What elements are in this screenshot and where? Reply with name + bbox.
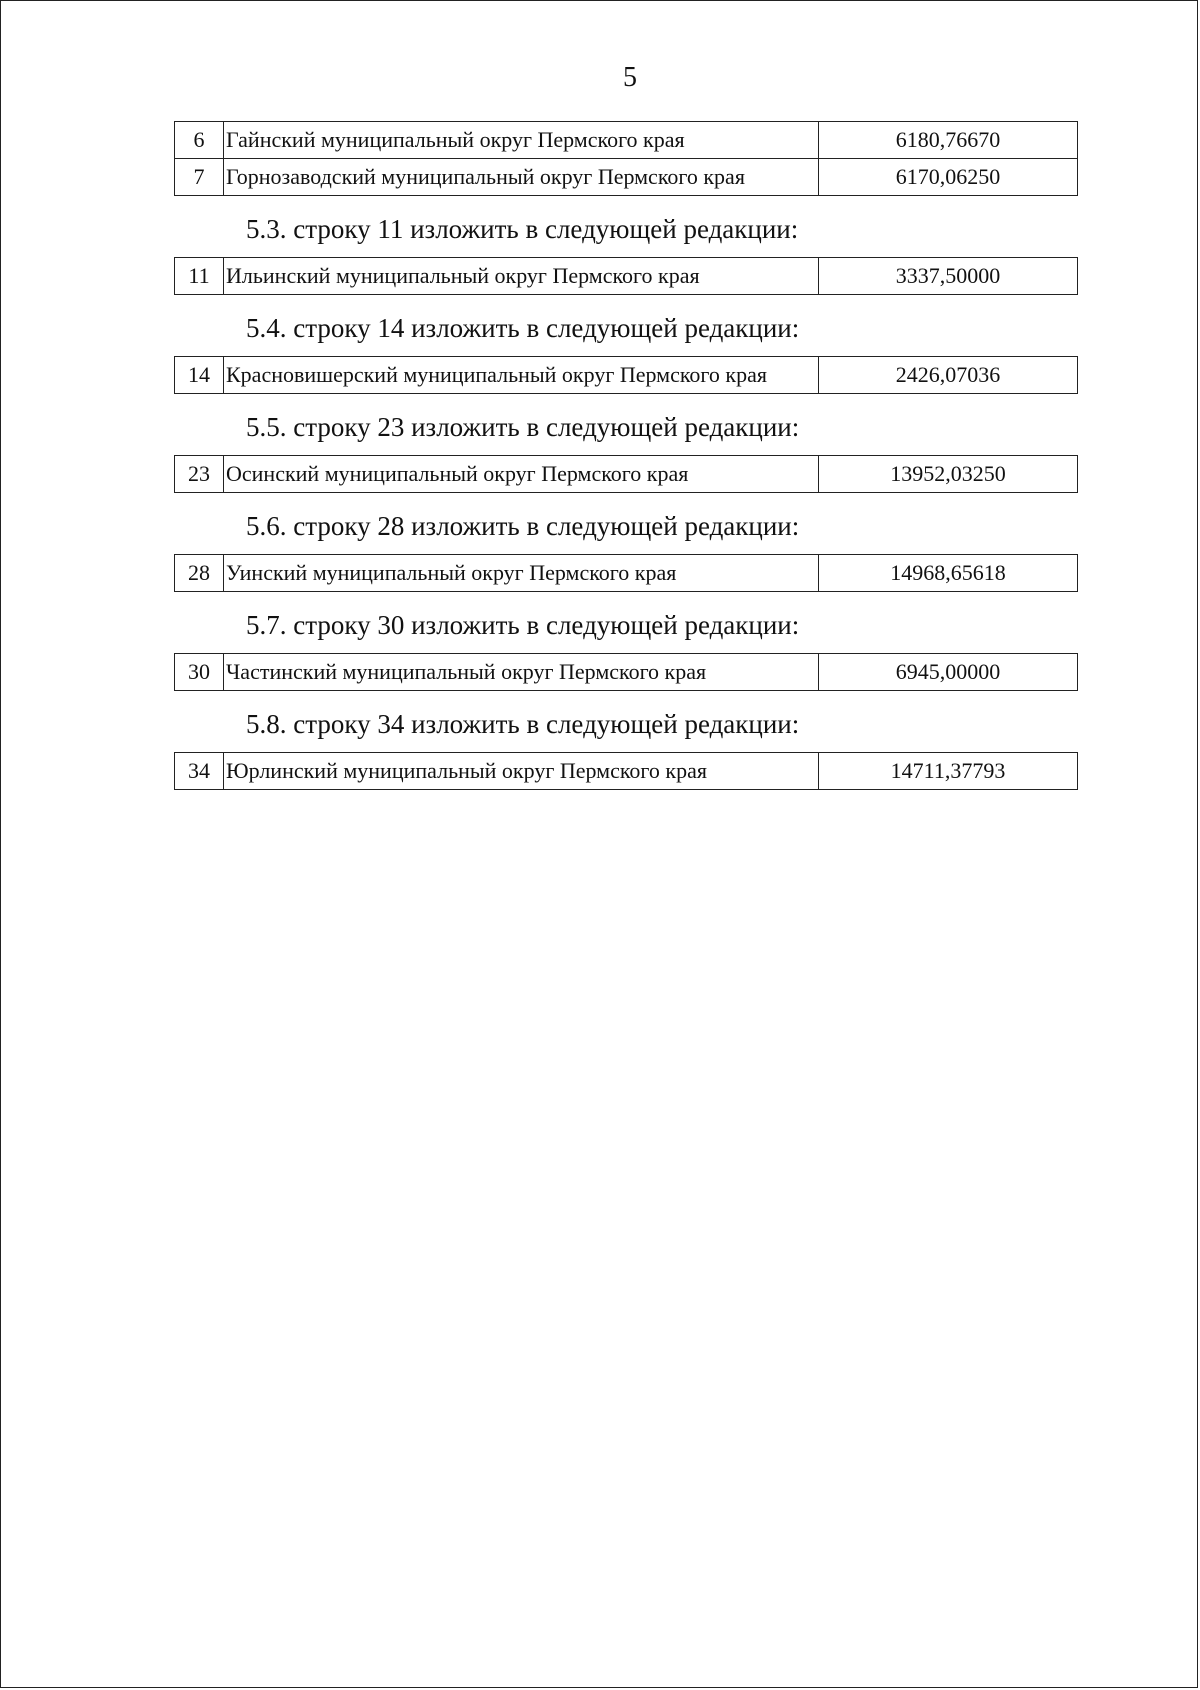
section-table-block [174, 257, 1078, 295]
row-value: 14968,65618 [819, 555, 1078, 592]
row-name: Юрлинский муниципальный округ Пермского края [224, 753, 819, 790]
table-row [175, 357, 1078, 394]
instruction-text: 5.3. строку 11 изложить в следующей редакции: [246, 214, 799, 244]
section-table [174, 752, 1078, 790]
section-table [174, 554, 1078, 592]
row-number: 11 [175, 258, 224, 295]
section-table [174, 257, 1078, 295]
row-number: 7 [175, 159, 224, 196]
row-number: 34 [175, 753, 224, 790]
row-value: 13952,03250 [819, 456, 1078, 493]
table-row [175, 654, 1078, 691]
row-value: 6180,76670 [819, 122, 1078, 159]
table-row [175, 159, 1078, 196]
instruction-text: 5.4. строку 14 изложить в следующей редакции: [246, 313, 800, 343]
table-row [175, 258, 1078, 295]
instruction-text: 5.5. строку 23 изложить в следующей редакции: [246, 412, 800, 442]
row-number: 14 [175, 357, 224, 394]
row-value: 6945,00000 [819, 654, 1078, 691]
row-name: Уинский муниципальный округ Пермского края [224, 555, 819, 592]
table-row [175, 456, 1078, 493]
row-value: 6170,06250 [819, 159, 1078, 196]
section-table-block [174, 554, 1078, 592]
table-row [175, 753, 1078, 790]
row-name: Гайнский муниципальный округ Пермского края [224, 122, 819, 159]
table-row [175, 555, 1078, 592]
first-table-block [174, 121, 1078, 196]
page-number: 5 [623, 62, 637, 93]
section-table-block [174, 356, 1078, 394]
section-table [174, 653, 1078, 691]
section-table-block [174, 752, 1078, 790]
instruction-text: 5.6. строку 28 изложить в следующей редакции: [246, 511, 800, 541]
row-name: Частинский муниципальный округ Пермского края [224, 654, 819, 691]
section-table [174, 455, 1078, 493]
row-name: Осинский муниципальный округ Пермского края [224, 456, 819, 493]
row-name: Горнозаводский муниципальный округ Пермского края [224, 159, 819, 196]
row-value: 14711,37793 [819, 753, 1078, 790]
row-number: 6 [175, 122, 224, 159]
instruction-text: 5.7. строку 30 изложить в следующей редакции: [246, 610, 800, 640]
row-number: 30 [175, 654, 224, 691]
row-value: 3337,50000 [819, 258, 1078, 295]
row-name: Ильинский муниципальный округ Пермского края [224, 258, 819, 295]
row-number: 28 [175, 555, 224, 592]
instruction-text: 5.8. строку 34 изложить в следующей редакции: [246, 709, 800, 739]
table-row [175, 122, 1078, 159]
row-name: Красновишерский муниципальный округ Пермского края [224, 357, 819, 394]
section-table [174, 356, 1078, 394]
section-table-block [174, 653, 1078, 691]
row-number: 23 [175, 456, 224, 493]
section-table-block [174, 455, 1078, 493]
first-table [174, 121, 1078, 196]
row-value: 2426,07036 [819, 357, 1078, 394]
